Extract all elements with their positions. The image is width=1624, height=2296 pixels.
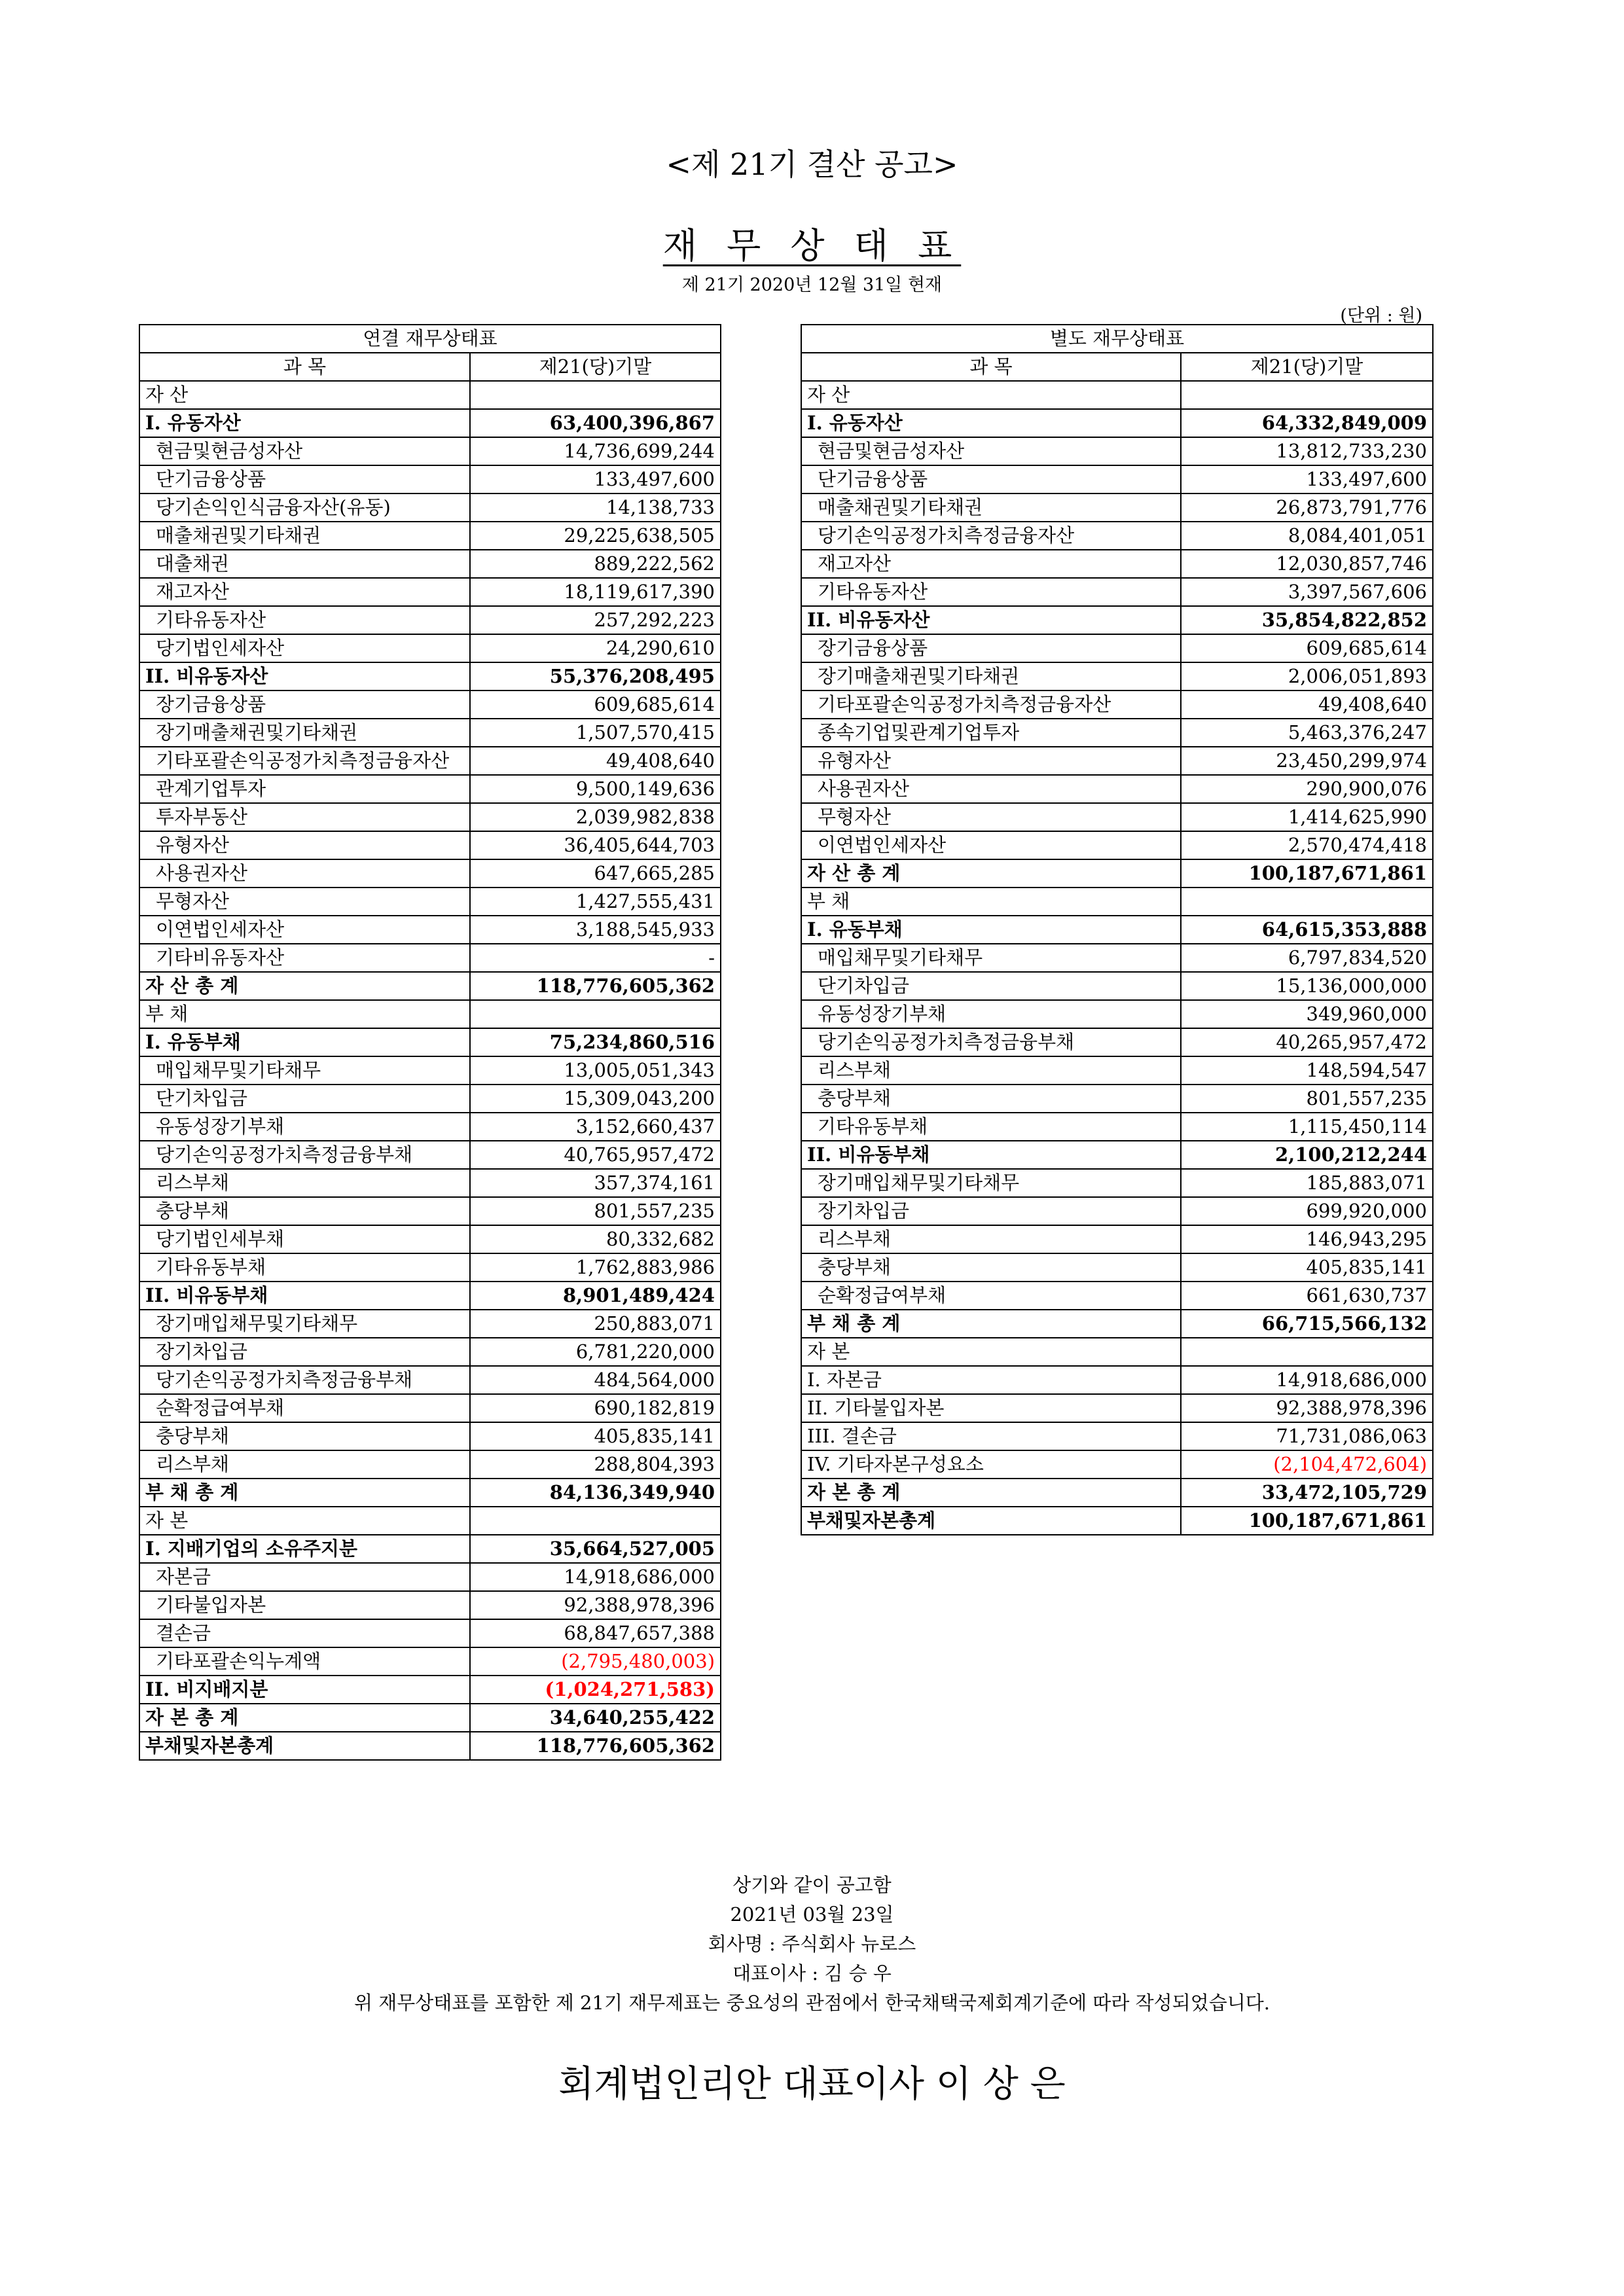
row-amount: 49,408,640 xyxy=(1181,691,1433,719)
row-amount: 357,374,161 xyxy=(470,1169,721,1197)
row-label: II. 비유동자산 xyxy=(801,606,1181,634)
row-amount: 133,497,600 xyxy=(1181,465,1433,493)
row-amount: 13,812,733,230 xyxy=(1181,437,1433,465)
row-amount: 146,943,295 xyxy=(1181,1225,1433,1253)
table-row xyxy=(801,972,1433,1000)
row-label: 당기손익인식금융자산(유동) xyxy=(139,493,470,522)
row-amount: 118,776,605,362 xyxy=(470,1732,721,1760)
table-row xyxy=(801,1310,1433,1338)
row-amount: 6,781,220,000 xyxy=(470,1338,721,1366)
table-row xyxy=(801,1169,1433,1197)
row-label: 리스부채 xyxy=(139,1450,470,1479)
row-amount: 75,234,860,516 xyxy=(470,1028,721,1056)
report-date: 제 21기 2020년 12월 31일 현재 xyxy=(681,275,943,295)
table-row xyxy=(801,1479,1433,1507)
row-amount: 8,084,401,051 xyxy=(1181,522,1433,550)
table-caption: 연결 재무상태표 xyxy=(139,325,721,353)
row-label: 장기금융상품 xyxy=(139,691,470,719)
row-label: 자 본 총 계 xyxy=(801,1479,1181,1507)
row-amount xyxy=(470,1000,721,1028)
row-amount: 1,507,570,415 xyxy=(470,719,721,747)
table-row xyxy=(801,1422,1433,1450)
row-label: I. 유동부채 xyxy=(139,1028,470,1056)
audit-statement: 위 재무상태표를 포함한 제 21기 재무제표는 중요성의 관점에서 한국채택국제회계기준에 따라 작성되었습니다. xyxy=(354,1992,1270,2014)
row-amount: (1,024,271,583) xyxy=(470,1676,721,1704)
announcement-date: 2021년 03월 23일 xyxy=(730,1903,894,1926)
row-amount: 1,427,555,431 xyxy=(470,888,721,916)
table-row xyxy=(139,662,721,691)
row-label: 장기차입금 xyxy=(801,1197,1181,1225)
row-amount: 647,665,285 xyxy=(470,859,721,888)
row-amount xyxy=(470,381,721,409)
column-header-amount: 제21(당)기말 xyxy=(1181,353,1433,381)
table-row xyxy=(139,522,721,550)
row-amount: 3,188,545,933 xyxy=(470,916,721,944)
table-row xyxy=(139,916,721,944)
table-row xyxy=(139,1141,721,1169)
row-label: 유동성장기부채 xyxy=(139,1113,470,1141)
table-row xyxy=(801,1225,1433,1253)
row-label: 장기금융상품 xyxy=(801,634,1181,662)
row-amount: 14,736,699,244 xyxy=(470,437,721,465)
row-label: 무형자산 xyxy=(801,803,1181,831)
row-amount: 801,557,235 xyxy=(470,1197,721,1225)
row-amount: 35,854,822,852 xyxy=(1181,606,1433,634)
row-label: 매입채무및기타채무 xyxy=(801,944,1181,972)
row-amount: 3,397,567,606 xyxy=(1181,578,1433,606)
company-name: 회사명 : 주식회사 뉴로스 xyxy=(708,1933,916,1955)
row-label: 기타포괄손익누계액 xyxy=(139,1647,470,1676)
row-label: 부 채 xyxy=(801,888,1181,916)
row-amount: 661,630,737 xyxy=(1181,1282,1433,1310)
table-row xyxy=(139,1028,721,1056)
row-label: 충당부채 xyxy=(801,1085,1181,1113)
row-amount: - xyxy=(470,944,721,972)
row-amount xyxy=(1181,888,1433,916)
separate-balance-sheet xyxy=(801,324,1434,1535)
row-amount: 12,030,857,746 xyxy=(1181,550,1433,578)
table-row xyxy=(139,1113,721,1141)
announcement-footer xyxy=(0,1871,1624,2018)
table-row xyxy=(139,493,721,522)
row-amount: 14,918,686,000 xyxy=(1181,1366,1433,1394)
table-row xyxy=(801,1366,1433,1394)
table-row xyxy=(801,916,1433,944)
row-amount: 1,115,450,114 xyxy=(1181,1113,1433,1141)
table-caption: 별도 재무상태표 xyxy=(801,325,1433,353)
row-amount xyxy=(1181,381,1433,409)
table-row xyxy=(801,493,1433,522)
table-row xyxy=(139,1338,721,1366)
table-row xyxy=(801,775,1433,803)
row-amount: 288,804,393 xyxy=(470,1450,721,1479)
table-row xyxy=(139,775,721,803)
row-label: 자 본 총 계 xyxy=(139,1704,470,1732)
table-row xyxy=(139,381,721,409)
table-row xyxy=(139,550,721,578)
row-amount: 64,615,353,888 xyxy=(1181,916,1433,944)
row-label: 부채및자본총계 xyxy=(801,1507,1181,1535)
table-row xyxy=(139,1225,721,1253)
row-label: 당기법인세자산 xyxy=(139,634,470,662)
row-amount: 405,835,141 xyxy=(470,1422,721,1450)
row-amount: 801,557,235 xyxy=(1181,1085,1433,1113)
row-amount: 14,138,733 xyxy=(470,493,721,522)
row-label: 당기손익공정가치측정금융부채 xyxy=(139,1366,470,1394)
row-label: 순확정급여부채 xyxy=(139,1394,470,1422)
table-row xyxy=(801,1394,1433,1422)
row-amount: 24,290,610 xyxy=(470,634,721,662)
table-row xyxy=(801,719,1433,747)
row-label: 자 산 xyxy=(139,381,470,409)
row-amount: 63,400,396,867 xyxy=(470,409,721,437)
row-amount: 92,388,978,396 xyxy=(470,1591,721,1619)
row-label: 사용권자산 xyxy=(801,775,1181,803)
row-amount: (2,104,472,604) xyxy=(1181,1450,1433,1479)
table-row xyxy=(139,409,721,437)
row-label: 리스부채 xyxy=(139,1169,470,1197)
row-amount: 2,570,474,418 xyxy=(1181,831,1433,859)
table-row xyxy=(139,1366,721,1394)
row-amount: 889,222,562 xyxy=(470,550,721,578)
row-amount: 699,920,000 xyxy=(1181,1197,1433,1225)
table-row xyxy=(139,1197,721,1225)
table-row xyxy=(801,1113,1433,1141)
row-amount: 80,332,682 xyxy=(470,1225,721,1253)
column-header-item: 과 목 xyxy=(801,353,1181,381)
row-label: I. 지배기업의 소유주지분 xyxy=(139,1535,470,1563)
page-title-text: 재 무 상 태 표 xyxy=(662,225,962,266)
table-row xyxy=(801,888,1433,916)
row-label: 이연법인세자산 xyxy=(801,831,1181,859)
row-amount: 405,835,141 xyxy=(1181,1253,1433,1282)
row-label: 충당부채 xyxy=(139,1422,470,1450)
row-amount: 8,901,489,424 xyxy=(470,1282,721,1310)
row-amount: 133,497,600 xyxy=(470,465,721,493)
table-row xyxy=(801,522,1433,550)
table-row xyxy=(139,747,721,775)
table-row xyxy=(801,944,1433,972)
row-amount: 71,731,086,063 xyxy=(1181,1422,1433,1450)
table-row xyxy=(139,437,721,465)
row-label: 장기매입채무및기타채무 xyxy=(139,1310,470,1338)
table-row xyxy=(139,719,721,747)
column-header-amount: 제21(당)기말 xyxy=(470,353,721,381)
table-row xyxy=(801,1056,1433,1085)
row-label: I. 유동부채 xyxy=(801,916,1181,944)
row-amount: 18,119,617,390 xyxy=(470,578,721,606)
row-label: 유형자산 xyxy=(801,747,1181,775)
table-row xyxy=(801,1507,1433,1535)
row-label: I. 자본금 xyxy=(801,1366,1181,1394)
row-amount: 33,472,105,729 xyxy=(1181,1479,1433,1507)
row-label: II. 비유동자산 xyxy=(139,662,470,691)
row-amount: 9,500,149,636 xyxy=(470,775,721,803)
table-row xyxy=(801,859,1433,888)
table-row xyxy=(801,578,1433,606)
row-label: 단기차입금 xyxy=(139,1085,470,1113)
row-label: I. 유동자산 xyxy=(801,409,1181,437)
table-row xyxy=(139,859,721,888)
row-label: 유동성장기부채 xyxy=(801,1000,1181,1028)
ceo-name: 대표이사 : 김 승 우 xyxy=(732,1962,892,1984)
row-label: 매출채권및기타채권 xyxy=(801,493,1181,522)
row-label: 재고자산 xyxy=(139,578,470,606)
row-label: 기타포괄손익공정가치측정금융자산 xyxy=(801,691,1181,719)
table-row xyxy=(801,1338,1433,1366)
row-amount: 40,265,957,472 xyxy=(1181,1028,1433,1056)
row-amount: 3,152,660,437 xyxy=(470,1113,721,1141)
row-label: 자 산 xyxy=(801,381,1181,409)
row-label: 부 채 xyxy=(139,1000,470,1028)
row-amount: 257,292,223 xyxy=(470,606,721,634)
row-label: 자본금 xyxy=(139,1563,470,1591)
row-amount: 35,664,527,005 xyxy=(470,1535,721,1563)
row-amount: 5,463,376,247 xyxy=(1181,719,1433,747)
row-amount: 92,388,978,396 xyxy=(1181,1394,1433,1422)
row-amount: (2,795,480,003) xyxy=(470,1647,721,1676)
row-label: I. 유동자산 xyxy=(139,409,470,437)
row-label: 기타비유동자산 xyxy=(139,944,470,972)
row-label: II. 기타불입자본 xyxy=(801,1394,1181,1422)
row-label: 리스부채 xyxy=(801,1056,1181,1085)
table-row xyxy=(139,1282,721,1310)
row-amount: 349,960,000 xyxy=(1181,1000,1433,1028)
row-label: II. 비유동부채 xyxy=(801,1141,1181,1169)
row-label: 재고자산 xyxy=(801,550,1181,578)
announcement-line: 상기와 같이 공고함 xyxy=(732,1874,892,1896)
row-label: 기타포괄손익공정가치측정금융자산 xyxy=(139,747,470,775)
table-row xyxy=(139,972,721,1000)
row-amount: 84,136,349,940 xyxy=(470,1479,721,1507)
row-label: 현금및현금성자산 xyxy=(139,437,470,465)
table-row xyxy=(139,578,721,606)
row-label: 자 본 xyxy=(139,1507,470,1535)
row-amount: 185,883,071 xyxy=(1181,1169,1433,1197)
table-row xyxy=(801,1253,1433,1282)
row-amount xyxy=(1181,1338,1433,1366)
table-row xyxy=(139,1563,721,1591)
table-row xyxy=(139,831,721,859)
row-amount: 36,405,644,703 xyxy=(470,831,721,859)
row-label: 단기금융상품 xyxy=(139,465,470,493)
row-label: 유형자산 xyxy=(139,831,470,859)
row-label: 리스부채 xyxy=(801,1225,1181,1253)
table-row xyxy=(139,1704,721,1732)
page-title xyxy=(0,218,1624,268)
row-label: 기타유동자산 xyxy=(139,606,470,634)
table-row xyxy=(801,662,1433,691)
table-row xyxy=(801,1197,1433,1225)
table-row xyxy=(801,634,1433,662)
row-amount: 29,225,638,505 xyxy=(470,522,721,550)
row-label: 자 산 총 계 xyxy=(801,859,1181,888)
row-label: 당기손익공정가치측정금융자산 xyxy=(801,522,1181,550)
row-label: 부채및자본총계 xyxy=(139,1732,470,1760)
row-amount xyxy=(470,1507,721,1535)
row-amount: 66,715,566,132 xyxy=(1181,1310,1433,1338)
table-row xyxy=(139,1394,721,1422)
table-row xyxy=(801,606,1433,634)
table-row xyxy=(801,381,1433,409)
row-label: 순확정급여부채 xyxy=(801,1282,1181,1310)
table-row xyxy=(801,1000,1433,1028)
row-amount: 100,187,671,861 xyxy=(1181,1507,1433,1535)
row-amount: 49,408,640 xyxy=(470,747,721,775)
row-amount: 690,182,819 xyxy=(470,1394,721,1422)
table-row xyxy=(139,1647,721,1676)
table-row xyxy=(139,1591,721,1619)
row-amount: 15,309,043,200 xyxy=(470,1085,721,1113)
table-row xyxy=(139,1732,721,1760)
row-label: 당기손익공정가치측정금융부채 xyxy=(801,1028,1181,1056)
row-amount: 64,332,849,009 xyxy=(1181,409,1433,437)
table-row xyxy=(801,409,1433,437)
row-amount: 100,187,671,861 xyxy=(1181,859,1433,888)
table-row xyxy=(139,1619,721,1647)
row-label: 이연법인세자산 xyxy=(139,916,470,944)
row-amount: 2,039,982,838 xyxy=(470,803,721,831)
row-label: 결손금 xyxy=(139,1619,470,1647)
row-amount: 23,450,299,974 xyxy=(1181,747,1433,775)
row-amount: 2,006,051,893 xyxy=(1181,662,1433,691)
table-row xyxy=(139,1507,721,1535)
row-label: 종속기업및관계기업투자 xyxy=(801,719,1181,747)
table-row xyxy=(139,1253,721,1282)
table-row xyxy=(801,803,1433,831)
table-row xyxy=(801,691,1433,719)
consolidated-balance-sheet xyxy=(139,324,721,1761)
row-label: 사용권자산 xyxy=(139,859,470,888)
row-label: 매출채권및기타채권 xyxy=(139,522,470,550)
row-label: 단기차입금 xyxy=(801,972,1181,1000)
table-row xyxy=(139,1000,721,1028)
row-label: IV. 기타자본구성요소 xyxy=(801,1450,1181,1479)
table-row xyxy=(801,831,1433,859)
row-amount: 40,765,957,472 xyxy=(470,1141,721,1169)
row-amount: 484,564,000 xyxy=(470,1366,721,1394)
row-label: 충당부채 xyxy=(801,1253,1181,1282)
row-label: 기타불입자본 xyxy=(139,1591,470,1619)
row-label: 기타유동부채 xyxy=(801,1113,1181,1141)
table-row xyxy=(139,1676,721,1704)
table-row xyxy=(139,1479,721,1507)
row-label: 관계기업투자 xyxy=(139,775,470,803)
table-row xyxy=(139,803,721,831)
row-amount: 148,594,547 xyxy=(1181,1056,1433,1085)
table-row xyxy=(801,550,1433,578)
row-label: 무형자산 xyxy=(139,888,470,916)
row-amount: 250,883,071 xyxy=(470,1310,721,1338)
row-label: 기타유동부채 xyxy=(139,1253,470,1282)
row-amount: 6,797,834,520 xyxy=(1181,944,1433,972)
table-row xyxy=(139,634,721,662)
row-amount: 2,100,212,244 xyxy=(1181,1141,1433,1169)
row-amount: 13,005,051,343 xyxy=(470,1056,721,1085)
row-label: II. 비유동부채 xyxy=(139,1282,470,1310)
row-amount: 15,136,000,000 xyxy=(1181,972,1433,1000)
row-label: 기타유동자산 xyxy=(801,578,1181,606)
row-amount: 290,900,076 xyxy=(1181,775,1433,803)
table-row xyxy=(139,944,721,972)
table-row xyxy=(801,1085,1433,1113)
row-label: II. 비지배지분 xyxy=(139,1676,470,1704)
row-label: 당기손익공정가치측정금융부채 xyxy=(139,1141,470,1169)
column-header-item: 과 목 xyxy=(139,353,470,381)
table-row xyxy=(139,465,721,493)
table-row xyxy=(139,1535,721,1563)
row-label: 대출채권 xyxy=(139,550,470,578)
row-amount: 118,776,605,362 xyxy=(470,972,721,1000)
table-row xyxy=(139,1085,721,1113)
table-row xyxy=(801,1141,1433,1169)
table-row xyxy=(801,465,1433,493)
row-label: 당기법인세부채 xyxy=(139,1225,470,1253)
row-amount: 609,685,614 xyxy=(470,691,721,719)
table-row xyxy=(139,888,721,916)
row-label: 매입채무및기타채무 xyxy=(139,1056,470,1085)
row-amount: 26,873,791,776 xyxy=(1181,493,1433,522)
row-label: 부 채 총 계 xyxy=(139,1479,470,1507)
table-row xyxy=(801,747,1433,775)
row-label: 자 본 xyxy=(801,1338,1181,1366)
table-row xyxy=(801,1282,1433,1310)
row-label: 장기차입금 xyxy=(139,1338,470,1366)
auditor-signature: 회계법인리안 대표이사 이 상 은 xyxy=(558,2063,1066,2106)
row-label: 현금및현금성자산 xyxy=(801,437,1181,465)
row-label: 충당부채 xyxy=(139,1197,470,1225)
table-row xyxy=(139,1056,721,1085)
row-amount: 68,847,657,388 xyxy=(470,1619,721,1647)
row-amount: 34,640,255,422 xyxy=(470,1704,721,1732)
row-label: 장기매출채권및기타채권 xyxy=(139,719,470,747)
row-label: 장기매입채무및기타채무 xyxy=(801,1169,1181,1197)
row-label: 부 채 총 계 xyxy=(801,1310,1181,1338)
row-amount: 1,414,625,990 xyxy=(1181,803,1433,831)
row-label: 투자부동산 xyxy=(139,803,470,831)
table-row xyxy=(139,1450,721,1479)
table-row xyxy=(801,437,1433,465)
table-row xyxy=(139,691,721,719)
table-row xyxy=(139,1422,721,1450)
notice-title: <제 21기 결산 공고> xyxy=(666,147,958,182)
row-amount: 14,918,686,000 xyxy=(470,1563,721,1591)
table-row xyxy=(139,1310,721,1338)
row-label: III. 결손금 xyxy=(801,1422,1181,1450)
row-amount: 609,685,614 xyxy=(1181,634,1433,662)
table-row xyxy=(801,1028,1433,1056)
unit-label: (단위 : 원) xyxy=(1340,306,1422,326)
table-row xyxy=(801,1450,1433,1479)
table-row xyxy=(139,1169,721,1197)
table-row xyxy=(139,606,721,634)
row-amount: 1,762,883,986 xyxy=(470,1253,721,1282)
row-amount: 55,376,208,495 xyxy=(470,662,721,691)
row-label: 장기매출채권및기타채권 xyxy=(801,662,1181,691)
row-label: 자 산 총 계 xyxy=(139,972,470,1000)
row-label: 단기금융상품 xyxy=(801,465,1181,493)
